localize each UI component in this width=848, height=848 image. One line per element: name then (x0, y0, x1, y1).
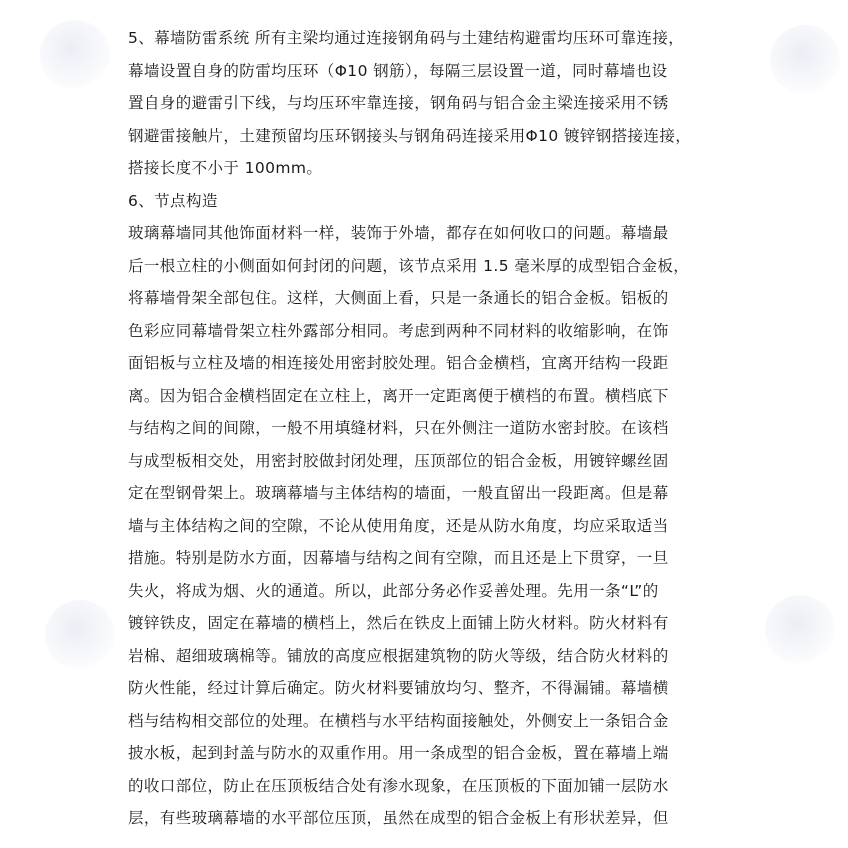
text-line: 层，有些玻璃幕墙的水平部位压顶，虽然在成型的铝合金板上有形状差异，但 (128, 809, 669, 827)
elephant-watermark-logo (765, 595, 835, 665)
elephant-watermark-logo (40, 20, 110, 90)
text-line: 的收口部位，防止在压顶板结合处有渗水现象，在压顶板的下面加铺一层防水 (128, 776, 669, 795)
text-line: 钢避雷接触片，土建预留均压环钢接头与钢角码连接采用Φ10 镀锌钢搭接连接， (128, 126, 692, 145)
text-line: 将幕墙骨架全部包住。这样，大侧面上看，只是一条通长的铝合金板。铝板的 (128, 289, 669, 307)
text-line: 后一根立柱的小侧面如何封闭的问题，该节点采用 1.5 毫米厚的成型铝合金板， (128, 256, 690, 275)
text-line: 色彩应同幕墙骨架立柱外露部分相同。考虑到两种不同材料的收缩影响，在饰 (128, 321, 669, 340)
elephant-watermark-logo (45, 600, 115, 670)
document-text (128, 22, 728, 835)
text-line: 离。因为铝合金横档固定在立柱上，离开一定距离便于横档的布置。横档底下 (128, 386, 669, 405)
text-line: 披水板，起到封盖与防水的双重作用。用一条成型的铝合金板，置在幕墙上端 (128, 744, 669, 762)
text-line: 措施。特别是防水方面，因幕墙与结构之间有空隙，而且还是上下贯穿，一旦 (128, 549, 669, 567)
text-line: 与结构之间的间隙，一般不用填缝材料，只在外侧注一道防水密封胶。在该档 (128, 419, 669, 437)
text-line: 墙与主体结构之间的空隙，不论从使用角度，还是从防水角度，均应采取适当 (128, 516, 669, 535)
text-line: 防火性能，经过计算后确定。防火材料要铺放均匀、整齐，不得漏铺。幕墙横 (128, 679, 669, 697)
elephant-watermark-logo (770, 25, 840, 95)
section-heading: 6、节点构造 (128, 191, 218, 210)
text-line: 与成型板相交处，用密封胶做封闭处理，压顶部位的铝合金板，用镀锌螺丝固 (128, 451, 669, 470)
text-line: 幕墙设置自身的防雷均压环（Φ10 钢筋），每隔三层设置一道，同时幕墙也设 (128, 61, 668, 80)
text-line: 置自身的避雷引下线，与均压环牢靠连接，钢角码与铝合金主梁连接采用不锈 (128, 94, 669, 112)
text-line: 失火，将成为烟、火的通道。所以，此部分务必作妥善处理。先用一条“L”的 (128, 581, 659, 600)
text-line: 面铝板与立柱及墙的相连接处用密封胶处理。铝合金横档，宜离开结构一段距 (128, 354, 669, 372)
text-line: 档与结构相交部位的处理。在横档与水平结构面接触处，外侧安上一条铝合金 (128, 711, 669, 730)
text-line: 镀锌铁皮，固定在幕墙的横档上，然后在铁皮上面铺上防火材料。防火材料有 (128, 614, 669, 632)
text-line: 岩棉、超细玻璃棉等。铺放的高度应根据建筑物的防火等级，结合防火材料的 (128, 646, 669, 665)
text-line: 定在型钢骨架上。玻璃幕墙与主体结构的墙面，一般直留出一段距离。但是幕 (128, 484, 669, 502)
text-line: 玻璃幕墙同其他饰面材料一样，装饰于外墙，都存在如何收口的问题。幕墙最 (128, 224, 669, 242)
text-line: 搭接长度不小于 100mm。 (128, 159, 323, 177)
text-line: 5、幕墙防雷系统 所有主梁均通过连接钢角码与土建结构避雷均压环可靠连接， (128, 29, 685, 47)
